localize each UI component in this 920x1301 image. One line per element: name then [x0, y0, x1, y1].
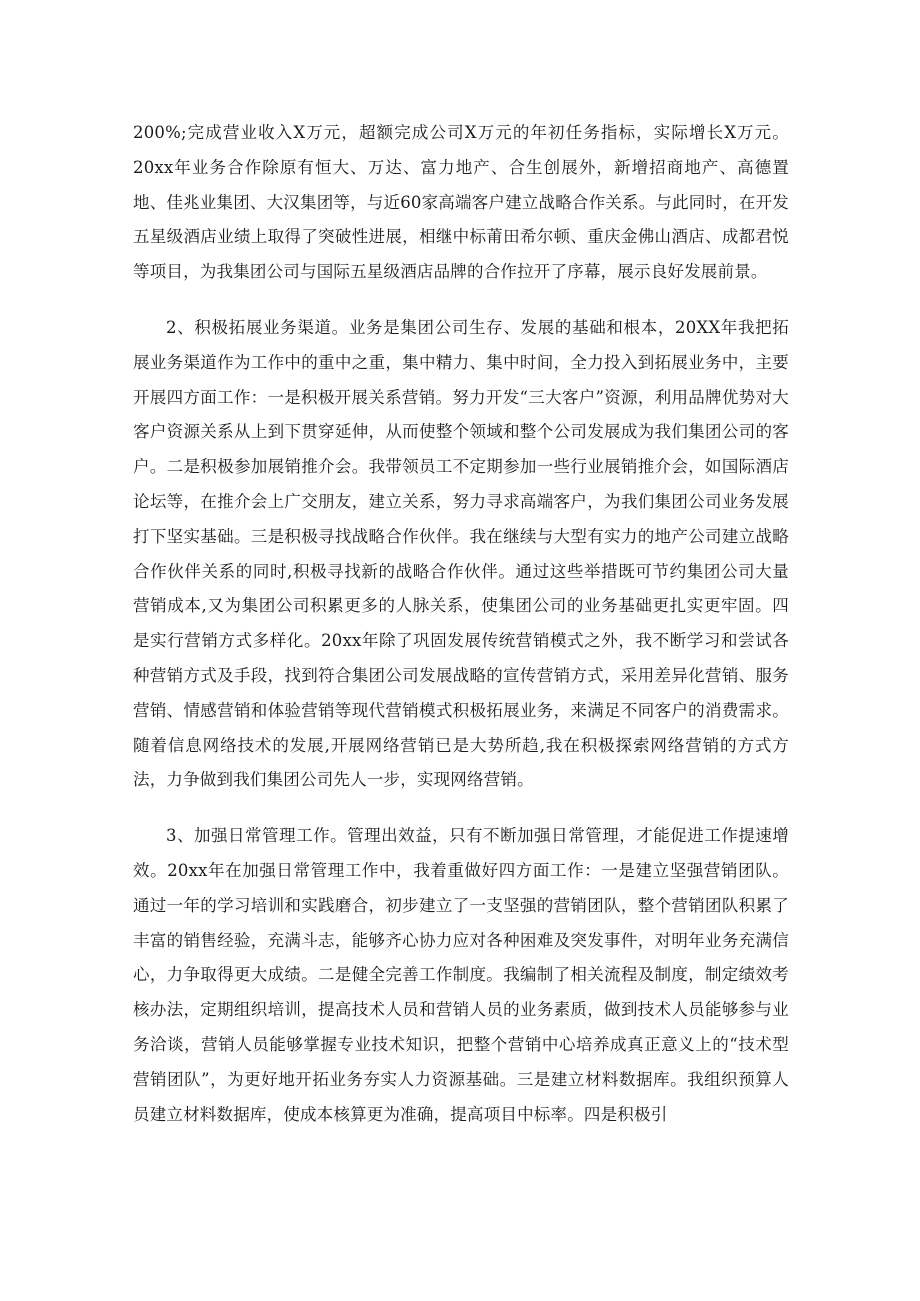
paragraph-continued: 200%;完成营业收入X万元，超额完成公司X万元的年初任务指标，实际增长X万元。20xx年业务合作除原有恒大、万达、富力地产、合生创展外，新增招商地产、高德置地、佳兆业集团、大汉集团等，与近60家高端客户建立战略合作关系。与此同时，在开发五星级酒店业绩上取得了突破性进展，相继中标莆田希尔顿、重庆金佛山酒店、成都君悦等项目，为我集团公司与国际五星级酒店品牌的合作拉开了序幕，展示良好发展前景。	[133, 123, 789, 282]
paragraph-daily-management: 3、加强日常管理工作。管理出效益，只有不断加强日常管理，才能促进工作提速增效。20xx年在加强日常管理工作中，我着重做好四方面工作：一是建立坚强营销团队。通过一年的学习培训和实践磨合，初步建立了一支坚强的营销团队，整个营销团队积累了丰富的销售经验，充满斗志，能够齐心协力应对各种困难及突发事件，对明年业务充满信心，力争取得更大成绩。二是健全完善工作制度。我编制了相关流程及制度，制定绩效考核办法，定期组织培训，提高技术人员和营销人员的业务素质，做到技术人员能够参与业务洽谈，营销人员能够掌握专业技术知识，把整个营销中心培养成真正意义上的“技术型营销团队”，为更好地开拓业务夯实人力资源基础。三是建立材料数据库。我组织预算人员建立材料数据库，使成本核算更为准确，提高项目中标率。四是积极引	[133, 826, 789, 1124]
document-body	[133, 116, 789, 1132]
paragraph-business-channels: 2、积极拓展业务渠道。业务是集团公司生存、发展的基础和根本，20XX年我把拓展业务渠道作为工作中的重中之重，集中精力、集中时间，全力投入到拓展业务中，主要开展四方面工作：一是积极开展关系营销。努力开发“三大客户”资源，利用品牌优势对大客户资源关系从上到下贯穿延伸，从而使整个领域和整个公司发展成为我们集团公司的客户。二是积极参加展销推介会。我带领员工不定期参加一些行业展销推介会，如国际酒店论坛等，在推介会上广交朋友，建立关系，努力寻求高端客户，为我们集团公司业务发展打下坚实基础。三是积极寻找战略合作伙伴。我在继续与大型有实力的地产公司建立战略合作伙伴关系的同时,积极寻找新的战略合作伙伴。通过这些举措既可节约集团公司大量营销成本,又为集团公司积累更多的人脉关系，使集团公司的业务基础更扎实更牢固。四是实行营销方式多样化。20xx年除了巩固发展传统营销模式之外，我不断学习和尝试各种营销方式及手段，找到符合集团公司发展战略的宣传营销方式，采用差异化营销、服务营销、情感营销和体验营销等现代营销模式积极拓展业务，来满足不同客户的消费需求。随着信息网络技术的发展,开展网络营销已是大势所趋,我在积极探索网络营销的方式方法，力争做到我们集团公司先人一步，实现网络营销。	[133, 317, 789, 790]
